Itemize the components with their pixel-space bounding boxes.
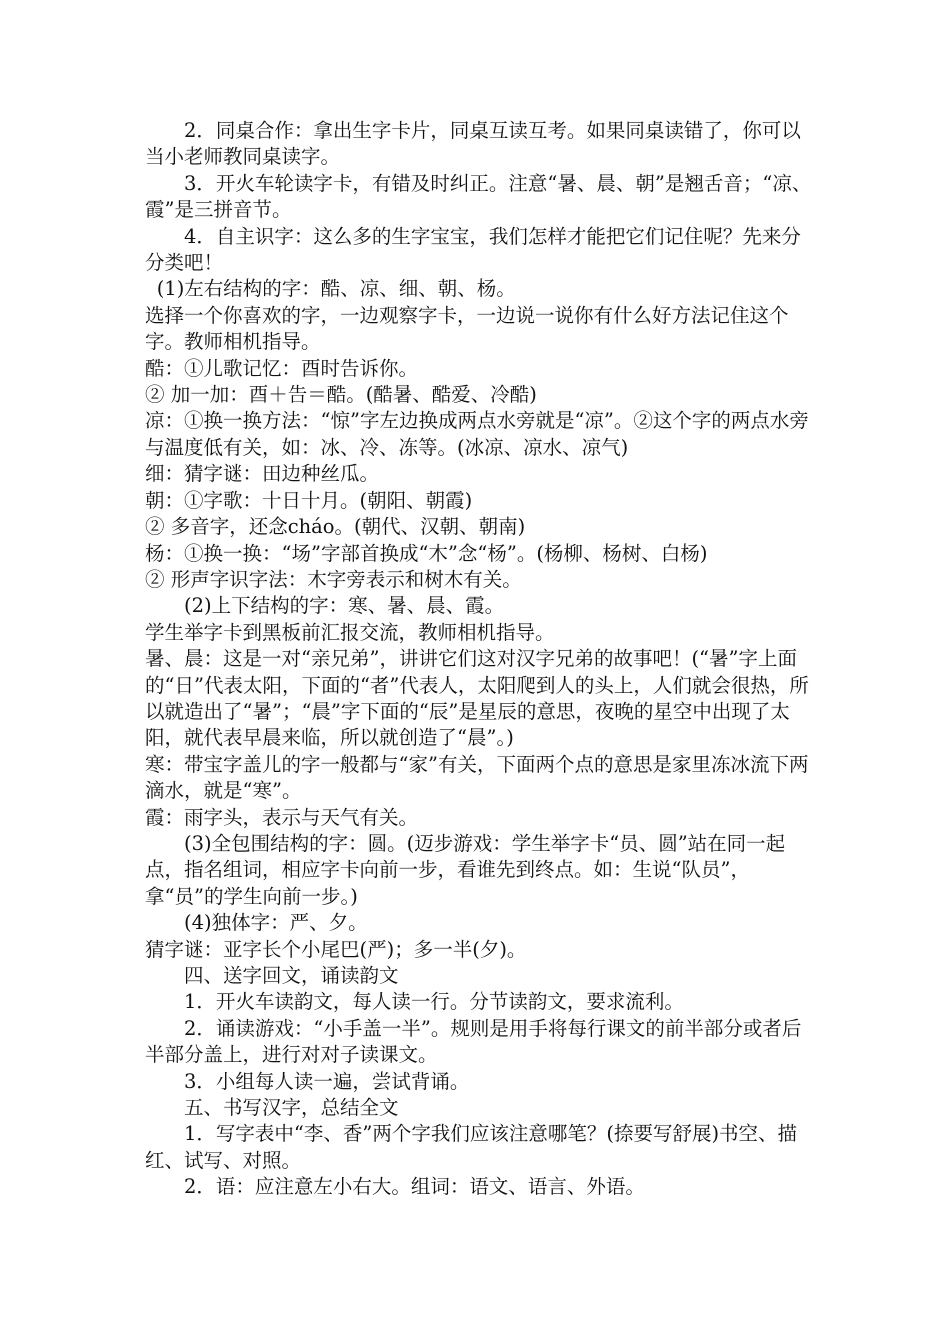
paragraph: ② 加一加：酉＋告＝酷。(酷暑、酷爱、冷酷) <box>145 383 537 407</box>
paragraph: 寒：带宝字盖儿的字一般都与“家”有关，下面两个点的意思是家里冻冰流下两滴水，就是“寒”。 <box>145 752 809 803</box>
paragraph: 暑、晨：这是一对“亲兄弟”，讲讲它们这对汉字兄弟的故事吧！(“暑”字上面的“日”代表太阳，下面的“者”代表人，太阳爬到人的头上，人们就会很热，所以就造出了“暑”；“晨”字下面的“辰”是星辰的意思，夜晚的星空中出现了太阳，就代表早晨来临，所以就创造了“晨”。) <box>145 647 809 750</box>
paragraph: 杨：①换一换：“场”字部首换成“木”念“杨”。(杨柳、杨树、白杨) <box>145 541 708 565</box>
paragraph: 五、书写汉字，总结全文 <box>184 1096 399 1120</box>
paragraph: 3．开火车轮读字卡，有错及时纠正。注意“暑、晨、朝”是翘舌音；“凉、霞”是三拼音节。 <box>145 171 812 222</box>
paragraph: 2．语：应注意左小右大。组词：语文、语言、外语。 <box>184 1175 645 1199</box>
paragraph: 酷：①儿歌记忆：酉时告诉你。 <box>145 356 419 380</box>
paragraph: 四、送字回文，诵读韵文 <box>184 964 399 987</box>
paragraph: 3．小组每人读一遍，尝试背诵。 <box>184 1069 470 1093</box>
document-body <box>145 118 817 1201</box>
paragraph: 2．同桌合作：拿出生字卡片，同桌互读互考。如果同桌读错了，你可以当小老师教同桌读字。 <box>145 119 801 169</box>
paragraph: (2)上下结构的字：寒、暑、晨、霞。 <box>184 594 505 618</box>
paragraph: 2．诵读游戏：“小手盖一半”。规则是用手将每行课文的前半部分或者后半部分盖上，进行对对子读课文。 <box>145 1016 802 1067</box>
paragraph: 凉：①换一换方法：“惊”字左边换成两点水旁就是“凉”。②这个字的两点水旁与温度低有关，如：冰、冷、冻等。(冰凉、凉水、凉气) <box>145 409 809 459</box>
paragraph: 细：猜字谜：田边种丝瓜。 <box>145 462 380 486</box>
paragraph: 猜字谜：亚字长个小尾巴(严)；多一半(夕)。 <box>145 937 527 961</box>
paragraph: 霞：雨字头，表示与天气有关。 <box>145 805 419 829</box>
paragraph: ② 形声字识字法：木字旁表示和树木有关。 <box>145 567 522 591</box>
paragraph: (3)全包围结构的字：圆。(迈步游戏：学生举字卡“员、圆”站在同一起点，指名组词，相应字卡向前一步，看谁先到终点。如：生说“队员”，拿“员”的学生向前一步。) <box>145 831 786 908</box>
paragraph: ② 多音字，还念cháo。(朝代、汉朝、朝南) <box>145 515 526 539</box>
paragraph: 学生举字卡到黑板前汇报交流，教师相机指导。 <box>145 620 555 644</box>
paragraph: 朝：①字歌：十日十月。(朝阳、朝霞) <box>145 488 473 512</box>
paragraph: 选择一个你喜欢的字，一边观察字卡，一边说一说你有什么好方法记住这个字。教师相机指导。 <box>145 303 789 354</box>
paragraph: (4)独体字：严、夕。 <box>184 911 368 935</box>
paragraph: 4．自主识字：这么多的生字宝宝，我们怎样才能把它们记住呢？先来分分类吧！ <box>145 224 801 275</box>
paragraph: 1．开火车读韵文，每人读一行。分节读韵文，要求流利。 <box>184 990 684 1014</box>
paragraph: (1)左右结构的字：酷、凉、细、朝、杨。 <box>156 277 516 301</box>
paragraph: 1．写字表中“李、香”两个字我们应该注意哪笔？(捺要写舒展)书空、描红、试写、对照。 <box>145 1122 798 1172</box>
